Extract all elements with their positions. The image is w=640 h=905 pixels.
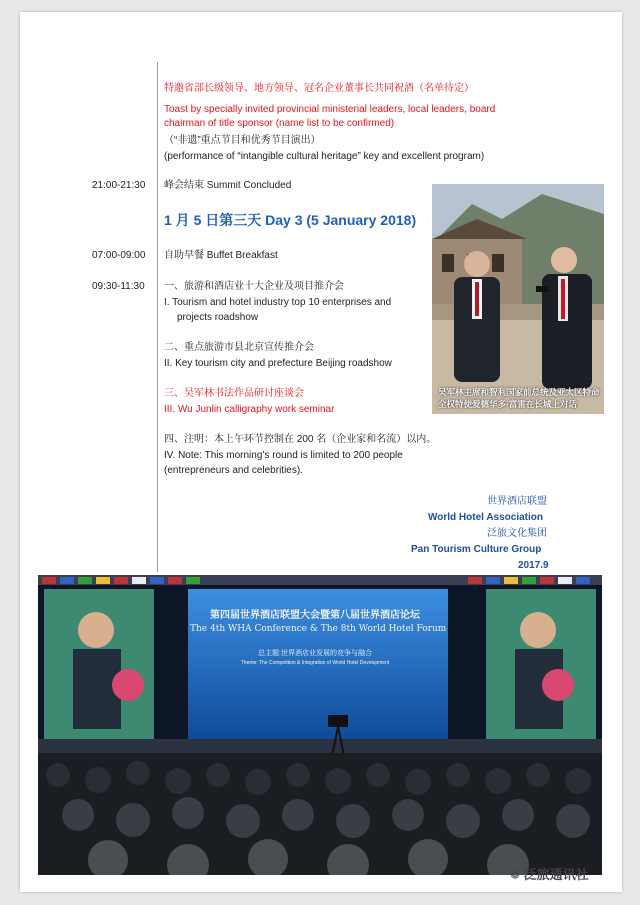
org1-en: World Hotel Association — [428, 512, 544, 523]
date: 2017.9 — [518, 560, 549, 571]
note-en-line2: (entrepreneurs and celebrities). — [164, 465, 303, 476]
item1-en-line2: projects roadshow — [177, 312, 259, 323]
conference-banner — [190, 606, 447, 666]
breakfast-label: 自助早餐 Buffet Breakfast — [164, 250, 278, 261]
banner-title-en: The 4th WHA Conference & The 8th World Hotel Forum — [190, 624, 447, 634]
toast-en-line1: Toast by specially invited provincial ministerial leaders, local leaders, board — [164, 104, 496, 115]
breakfast-time: 07:00-09:00 — [92, 250, 146, 261]
item3-en: III. Wu Junlin calligraphy work seminar — [164, 404, 335, 415]
item3-cn: 三、吴军林书法作品研讨座谈会 — [164, 388, 304, 399]
timeline-divider — [157, 62, 158, 572]
toast-cn: 特邀省部长级领导、地方领导、冠名企业董事长共同祝酒（名单待定） — [164, 83, 474, 94]
toast-en-line2: chairman of title sponsor (name list to be confirmed) — [164, 118, 395, 129]
banner-theme-en: Theme: The Competition & Integration of World Hotel Development — [240, 660, 390, 666]
photo1-caption: 吴军林主席和智利国家前总统及亚太区特命全权特使爱德华多·富雷在长城上对话 — [438, 387, 600, 409]
org2-en: Pan Tourism Culture Group — [411, 544, 542, 555]
watermark — [510, 864, 589, 883]
great-wall-photo — [432, 184, 604, 414]
banner-theme-cn: 总主题:世界酒店业发展的竞争与融合 — [258, 650, 372, 657]
item1-cn: 一、旅游和酒店业十大企业及项目推介会 — [164, 281, 344, 292]
org1-cn: 世界酒店联盟 — [487, 496, 547, 507]
banner-title-cn: 第四届世界酒店联盟大会暨第八届世界酒店论坛 — [210, 610, 420, 621]
great-wall-illustration — [432, 184, 604, 414]
day3-header: 1 月 5 日第三天 Day 3 (5 January 2018) — [164, 212, 417, 228]
item1-en-line1: I. Tourism and hotel industry top 10 enterprises and — [164, 297, 392, 308]
org2-cn: 泛旅文化集团 — [487, 528, 547, 539]
concluded-time: 21:00-21:30 — [92, 180, 146, 191]
wechat-icon: ❁ — [510, 868, 521, 882]
performance-en: (performance of “intangible cultural heritage” key and excellent program) — [164, 151, 485, 162]
note-en-line1: IV. Note: This morning’s round is limited to 200 people — [164, 450, 403, 461]
item2-cn: 二、重点旅游市县北京宣传推介会 — [164, 342, 314, 353]
item2-en: II. Key tourism city and prefecture Beijing roadshow — [164, 358, 392, 369]
summit-concluded: 峰会结束 Summit Concluded — [164, 180, 292, 191]
watermark-text: 泛旅通讯社 — [523, 867, 589, 882]
note-cn: 四、注明：本上午环节控制在 200 名（企业家和名流）以内。 — [164, 434, 437, 445]
session-time: 09:30-11:30 — [92, 281, 145, 292]
performance-cn: （“非遗”重点节目和优秀节目演出） — [164, 135, 321, 146]
